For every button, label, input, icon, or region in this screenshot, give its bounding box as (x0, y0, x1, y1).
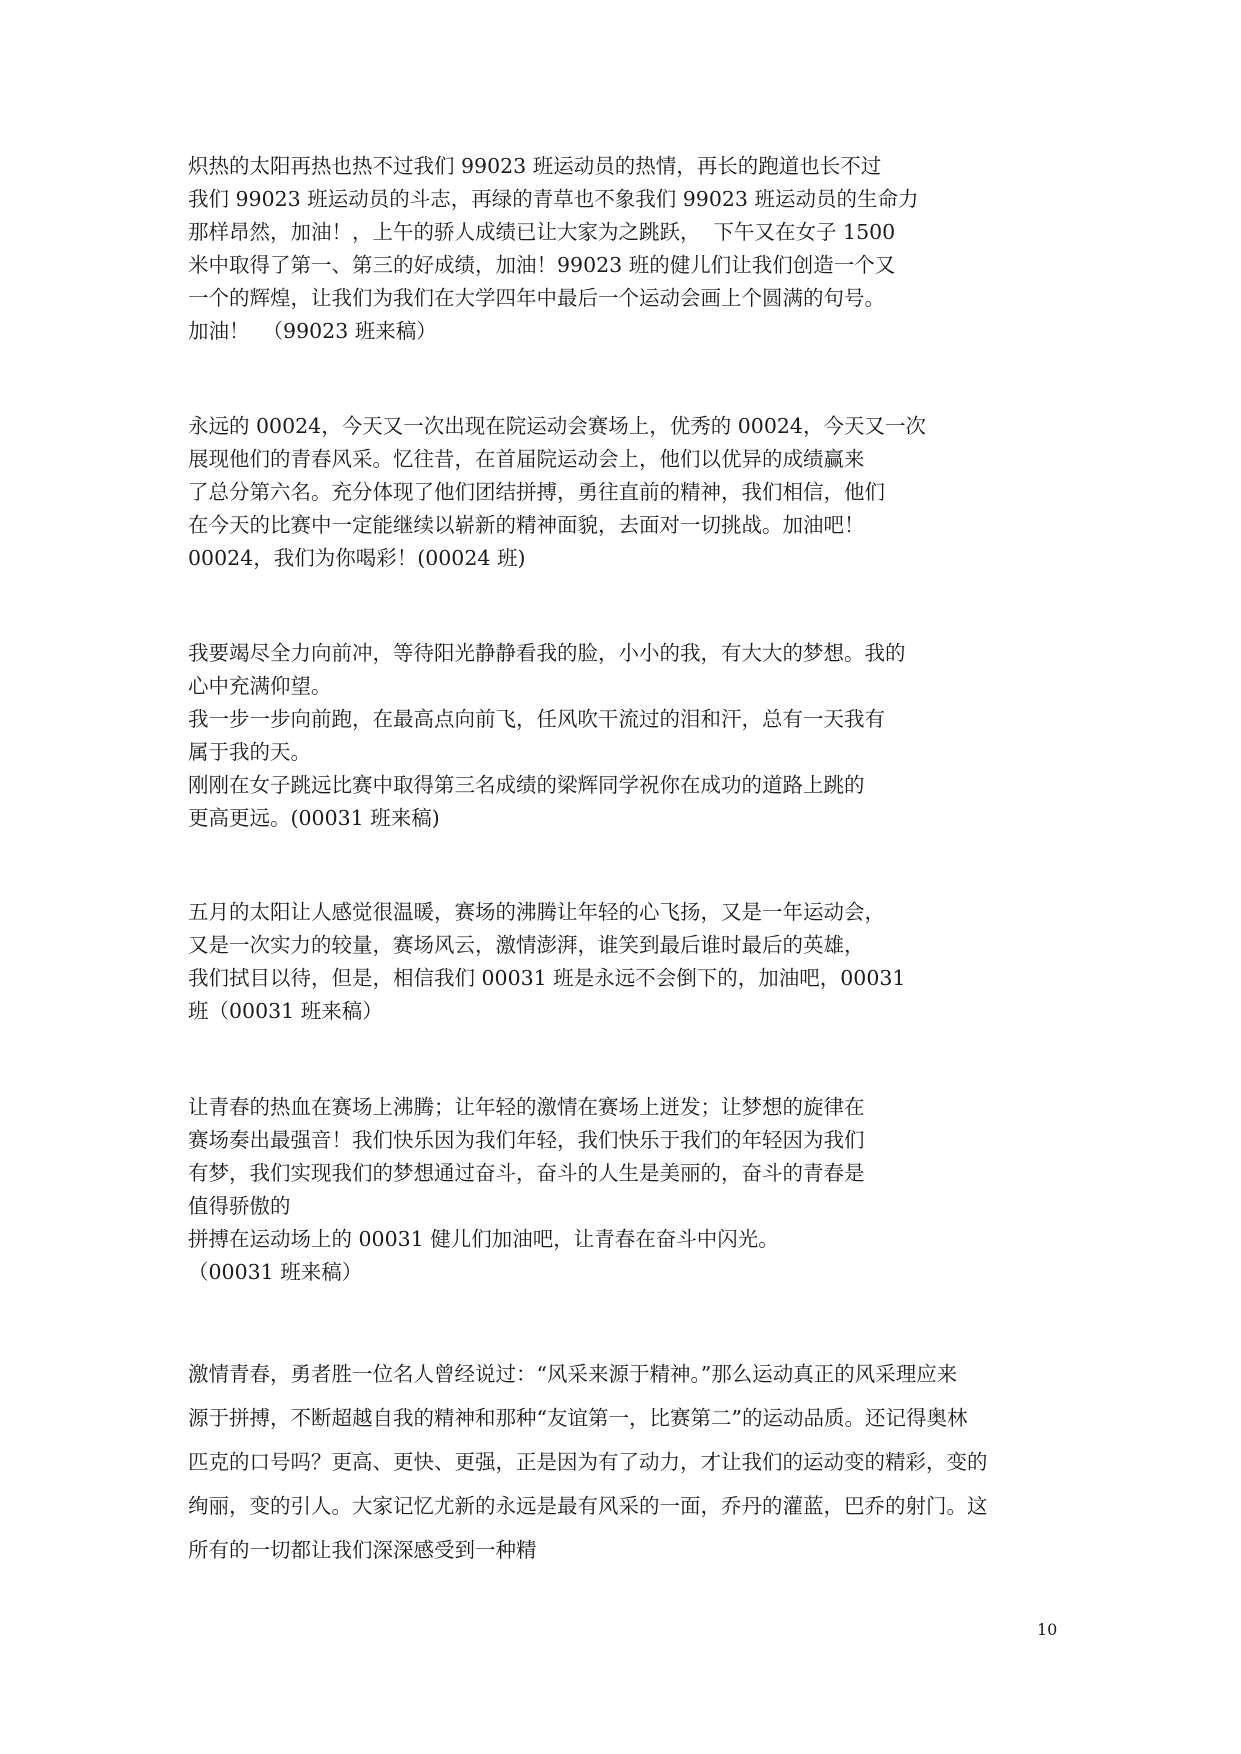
paragraph-00031-youth (188, 1091, 865, 1289)
paragraph-00031-may-sun (188, 896, 905, 1028)
text-line: 匹克的口号吗？更高、更快、更强，正是因为有了动力，才让我们的运动变的精彩，变的 (188, 1450, 988, 1474)
text-line: 00024，我们为你喝彩！(00024 班) (188, 546, 526, 570)
text-line: 值得骄傲的 (188, 1194, 291, 1218)
text-line: 班（00031 班来稿） (188, 999, 383, 1023)
text-line: 源于拼搏，不断超越自我的精神和那种“友谊第一，比赛第二”的运动品质。还记得奥林 (188, 1406, 968, 1430)
text-line: 展现他们的青春风采。忆往昔，在首届院运动会上，他们以优异的成绩赢来 (188, 447, 865, 471)
paragraph-00031-long-jump (188, 637, 906, 835)
text-line: 让青春的热血在赛场上沸腾；让年轻的激情在赛场上迸发；让梦想的旋律在 (188, 1095, 865, 1119)
text-line: 心中充满仰望。 (188, 674, 332, 698)
text-line: 我们 99023 班运动员的斗志，再绿的青草也不象我们 99023 班运动员的生命力 (188, 187, 919, 211)
text-line: 炽热的太阳再热也热不过我们 99023 班运动员的热情，再长的跑道也长不过 (188, 154, 882, 178)
text-line: 又是一次实力的较量，赛场风云，激情澎湃，谁笑到最后谁时最后的英雄， (188, 933, 865, 957)
page-number: 10 (1037, 1620, 1058, 1639)
text-line: 更高更远。(00031 班来稿) (188, 806, 440, 830)
paragraph-00024-cheer (188, 410, 926, 575)
text-line: 所有的一切都让我们深深感受到一种精 (188, 1538, 537, 1562)
paragraph-passion-youth (188, 1352, 988, 1572)
text-line: 米中取得了第一、第三的好成绩，加油！99023 班的健儿们让我们创造一个又 (188, 253, 896, 277)
text-line: 那样昂然，加油！，上午的骄人成绩已让大家为之跳跃， 下午又在女子 1500 (188, 220, 896, 244)
text-line: 刚刚在女子跳远比赛中取得第三名成绩的梁辉同学祝你在成功的道路上跳的 (188, 773, 865, 797)
text-line: 拼搏在运动场上的 00031 健儿们加油吧，让青春在奋斗中闪光。 (188, 1227, 779, 1251)
text-line: 属于我的天。 (188, 740, 311, 764)
text-line: 绚丽，变的引人。大家记忆尤新的永远是最有风采的一面，乔丹的灌蓝，巴乔的射门。这 (188, 1494, 988, 1518)
text-line: 我要竭尽全力向前冲，等待阳光静静看我的脸，小小的我，有大大的梦想。我的 (188, 641, 906, 665)
text-line: （00031 班来稿） (188, 1260, 363, 1284)
text-line: 加油！ （99023 班来稿） (188, 319, 437, 343)
text-line: 我们拭目以待，但是，相信我们 00031 班是永远不会倒下的，加油吧，00031 (188, 966, 906, 990)
paragraph-99023-cheer (188, 150, 919, 348)
text-line: 了总分第六名。充分体现了他们团结拼搏，勇往直前的精神，我们相信，他们 (188, 480, 885, 504)
text-line: 激情青春，勇者胜一位名人曾经说过：“风采来源于精神。”那么运动真正的风采理应来 (188, 1362, 958, 1386)
text-line: 五月的太阳让人感觉很温暖，赛场的沸腾让年轻的心飞扬，又是一年运动会， (188, 900, 885, 924)
text-line: 我一步一步向前跑，在最高点向前飞，任风吹干流过的泪和汗，总有一天我有 (188, 707, 885, 731)
text-line: 在今天的比赛中一定能继续以崭新的精神面貌，去面对一切挑战。加油吧！ (188, 513, 865, 537)
text-line: 有梦，我们实现我们的梦想通过奋斗，奋斗的人生是美丽的，奋斗的青春是 (188, 1161, 865, 1185)
text-line: 赛场奏出最强音！我们快乐因为我们年轻，我们快乐于我们的年轻因为我们 (188, 1128, 865, 1152)
text-line: 一个的辉煌，让我们为我们在大学四年中最后一个运动会画上个圆满的句号。 (188, 286, 885, 310)
text-line: 永远的 00024，今天又一次出现在院运动会赛场上，优秀的 00024，今天又一次 (188, 414, 926, 438)
